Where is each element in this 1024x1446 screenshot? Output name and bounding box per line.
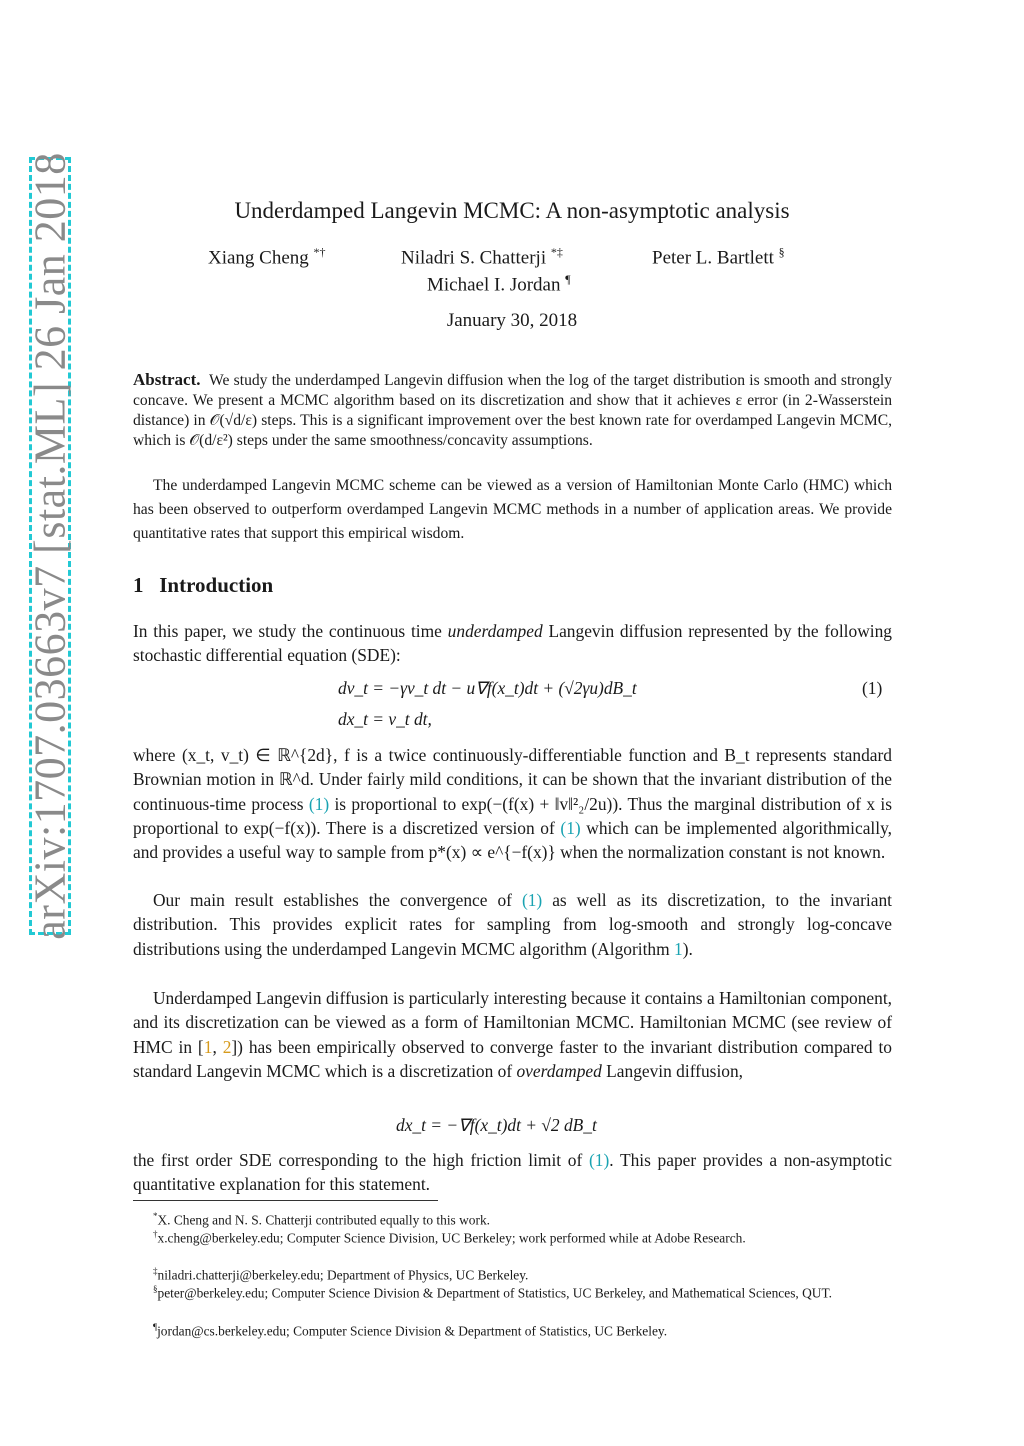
citation-link[interactable]: 2 xyxy=(222,1036,232,1057)
footnote-2 xyxy=(133,1225,892,1248)
footnote-mark: ¶ xyxy=(153,1322,158,1332)
footnote-mark: † xyxy=(153,1229,158,1239)
section-number: 1 xyxy=(133,573,144,597)
author-marks: ¶ xyxy=(565,272,571,286)
author-1 xyxy=(208,245,326,269)
author-name: Michael I. Jordan xyxy=(427,274,561,296)
abstract-paragraph-2: The underdamped Langevin MCMC scheme can be viewed as a version of Hamiltonian Monte Carlo (HMC) which has been observed to outperform overdamped Langevin MCMC methods in a number of application areas. We provide quantitative rates that support this empirical wisdom. xyxy=(133,477,892,542)
paper-date: January 30, 2018 xyxy=(446,310,578,331)
paper-title: Underdamped Langevin MCMC: A non-asymptotic analysis xyxy=(234,198,790,223)
author-3 xyxy=(652,245,785,269)
equation-ref-link[interactable]: (1) xyxy=(308,793,330,814)
author-marks: § xyxy=(778,245,785,259)
section-heading xyxy=(133,573,273,598)
author-name: Xiang Cheng xyxy=(208,247,309,269)
text-run: . This paper provides a non-asymptotic quantitative explanation for this statement. xyxy=(133,1150,893,1195)
equation-1-number: (1) xyxy=(862,678,883,698)
text-run: which can be implemented algorithmically, and provides a useful way to sample from p*(x) ∝ e^{−f(x)} when the normalization constant is not known. xyxy=(133,817,893,863)
text-run: , xyxy=(212,1036,223,1057)
author-marks: *‡ xyxy=(550,245,563,259)
footnote-mark: * xyxy=(153,1211,158,1221)
equation-ref-link[interactable]: (1) xyxy=(521,890,543,910)
author-name: Niladri S. Chatterji xyxy=(401,247,547,269)
footnote-text: X. Cheng and N. S. Chatterji contributed equally to this work. xyxy=(157,1212,490,1228)
abstract-text-1: We study the underdamped Langevin diffusion when the log of the target distribution is smooth and strongly concave. We present a MCMC algorithm based on its discretization and show that it achieves ε error (in 2-Wasserstein distance) in 𝒪(√d/ε) steps. This is a significant improvement over the best known rate for overdamped Langevin MCMC, which is 𝒪(d/ε²) steps under the same smoothness/concavity assumptions. xyxy=(133,372,892,449)
text-run: ). xyxy=(682,938,693,959)
footnote-text: x.cheng@berkeley.edu; Computer Science Division, UC Berkeley; work performed while at Adobe Research. xyxy=(157,1230,746,1246)
intro-paragraph-5 xyxy=(133,1148,892,1197)
equation-1-line-2: dx_t = v_t dt, xyxy=(338,709,432,729)
text-run: ]) has been empirically observed to converge faster to the invariant distribution compared to standard Langevin MCMC which is a discretization of xyxy=(133,1036,892,1081)
footnote-text: peter@berkeley.edu; Computer Science Division & Department of Statistics, UC Berkeley, and Mathematical Sciences, QUT. xyxy=(157,1285,832,1301)
author-name: Peter L. Bartlett xyxy=(652,247,774,269)
author-4 xyxy=(427,272,571,296)
emphasis: underdamped xyxy=(447,621,543,641)
author-2 xyxy=(401,245,563,269)
footnote-text: niladri.chatterji@berkeley.edu; Department of Physics, UC Berkeley. xyxy=(157,1267,529,1283)
intro-paragraph-3 xyxy=(133,888,892,961)
footnote-4 xyxy=(133,1280,892,1303)
author-marks: *† xyxy=(313,245,326,259)
emphasis: overdamped xyxy=(516,1060,602,1081)
footnote-mark: ‡ xyxy=(153,1266,158,1276)
citation-link[interactable]: 1 xyxy=(203,1036,213,1057)
algorithm-ref-link[interactable]: 1 xyxy=(674,938,683,959)
footnote-rule xyxy=(133,1200,438,1201)
equation-ref-link[interactable]: (1) xyxy=(560,817,581,838)
text-run: as well as its discretization, to the invariant distribution. This provides explicit rates for sampling from log-smooth and strongly log-concave distributions using the underdamped Langevin MCMC algorithm (Algorithm xyxy=(133,890,892,959)
intro-paragraph-1 xyxy=(133,619,892,668)
text-run: Our main result establishes the convergence of xyxy=(153,890,522,910)
text-run: In this paper, we study the continuous time xyxy=(133,621,448,641)
footnote-5 xyxy=(133,1318,892,1341)
text-run: where (x_t, v_t) ∈ ℝ^{2d}, f is a twice continuously-differentiable function and B_t represents standard Brownian motion in ℝ^d. Under fairly mild conditions, it can be shown that the invariant distribution of the continuous-time process xyxy=(133,745,892,814)
arxiv-stamp-text: arXiv:1707.03663v7 [stat.ML] 26 Jan 2018 xyxy=(25,152,75,940)
abstract-paragraph-1 xyxy=(133,370,892,451)
abstract-label: Abstract. xyxy=(133,370,201,389)
section-title: Introduction xyxy=(159,573,274,597)
text-run: the first order SDE corresponding to the high friction limit of xyxy=(133,1150,589,1170)
footnote-mark: § xyxy=(153,1284,158,1294)
text-run: Langevin diffusion represented by the following stochastic differential equation (SDE): xyxy=(133,621,892,666)
intro-paragraph-2 xyxy=(133,743,892,864)
footnote-text: jordan@cs.berkeley.edu; Computer Science Division & Department of Statistics, UC Berkeley. xyxy=(157,1323,668,1339)
equation-ref-link[interactable]: (1) xyxy=(588,1150,610,1170)
text-run: Underdamped Langevin diffusion is particularly interesting because it contains a Hamiltonian component, and its discretization can be viewed as a form of Hamiltonian MCMC. Hamiltonian MCMC (see review of HMC in [ xyxy=(133,988,892,1057)
equation-1-line-1: dv_t = −γv_t dt − u∇f(x_t)dt + (√2γu)dB_t xyxy=(338,678,637,698)
intro-paragraph-4 xyxy=(133,986,892,1083)
arxiv-stamp xyxy=(25,152,75,940)
text-run: is proportional to exp(−(f(x) + ‖v‖²₂/2u)). Thus the marginal distribution of x is proportional to exp(−f(x)). There is a discretized version of xyxy=(133,793,892,838)
equation-2: dx_t = −∇f(x_t)dt + √2 dB_t xyxy=(396,1115,597,1135)
text-run: Langevin diffusion, xyxy=(601,1060,744,1081)
